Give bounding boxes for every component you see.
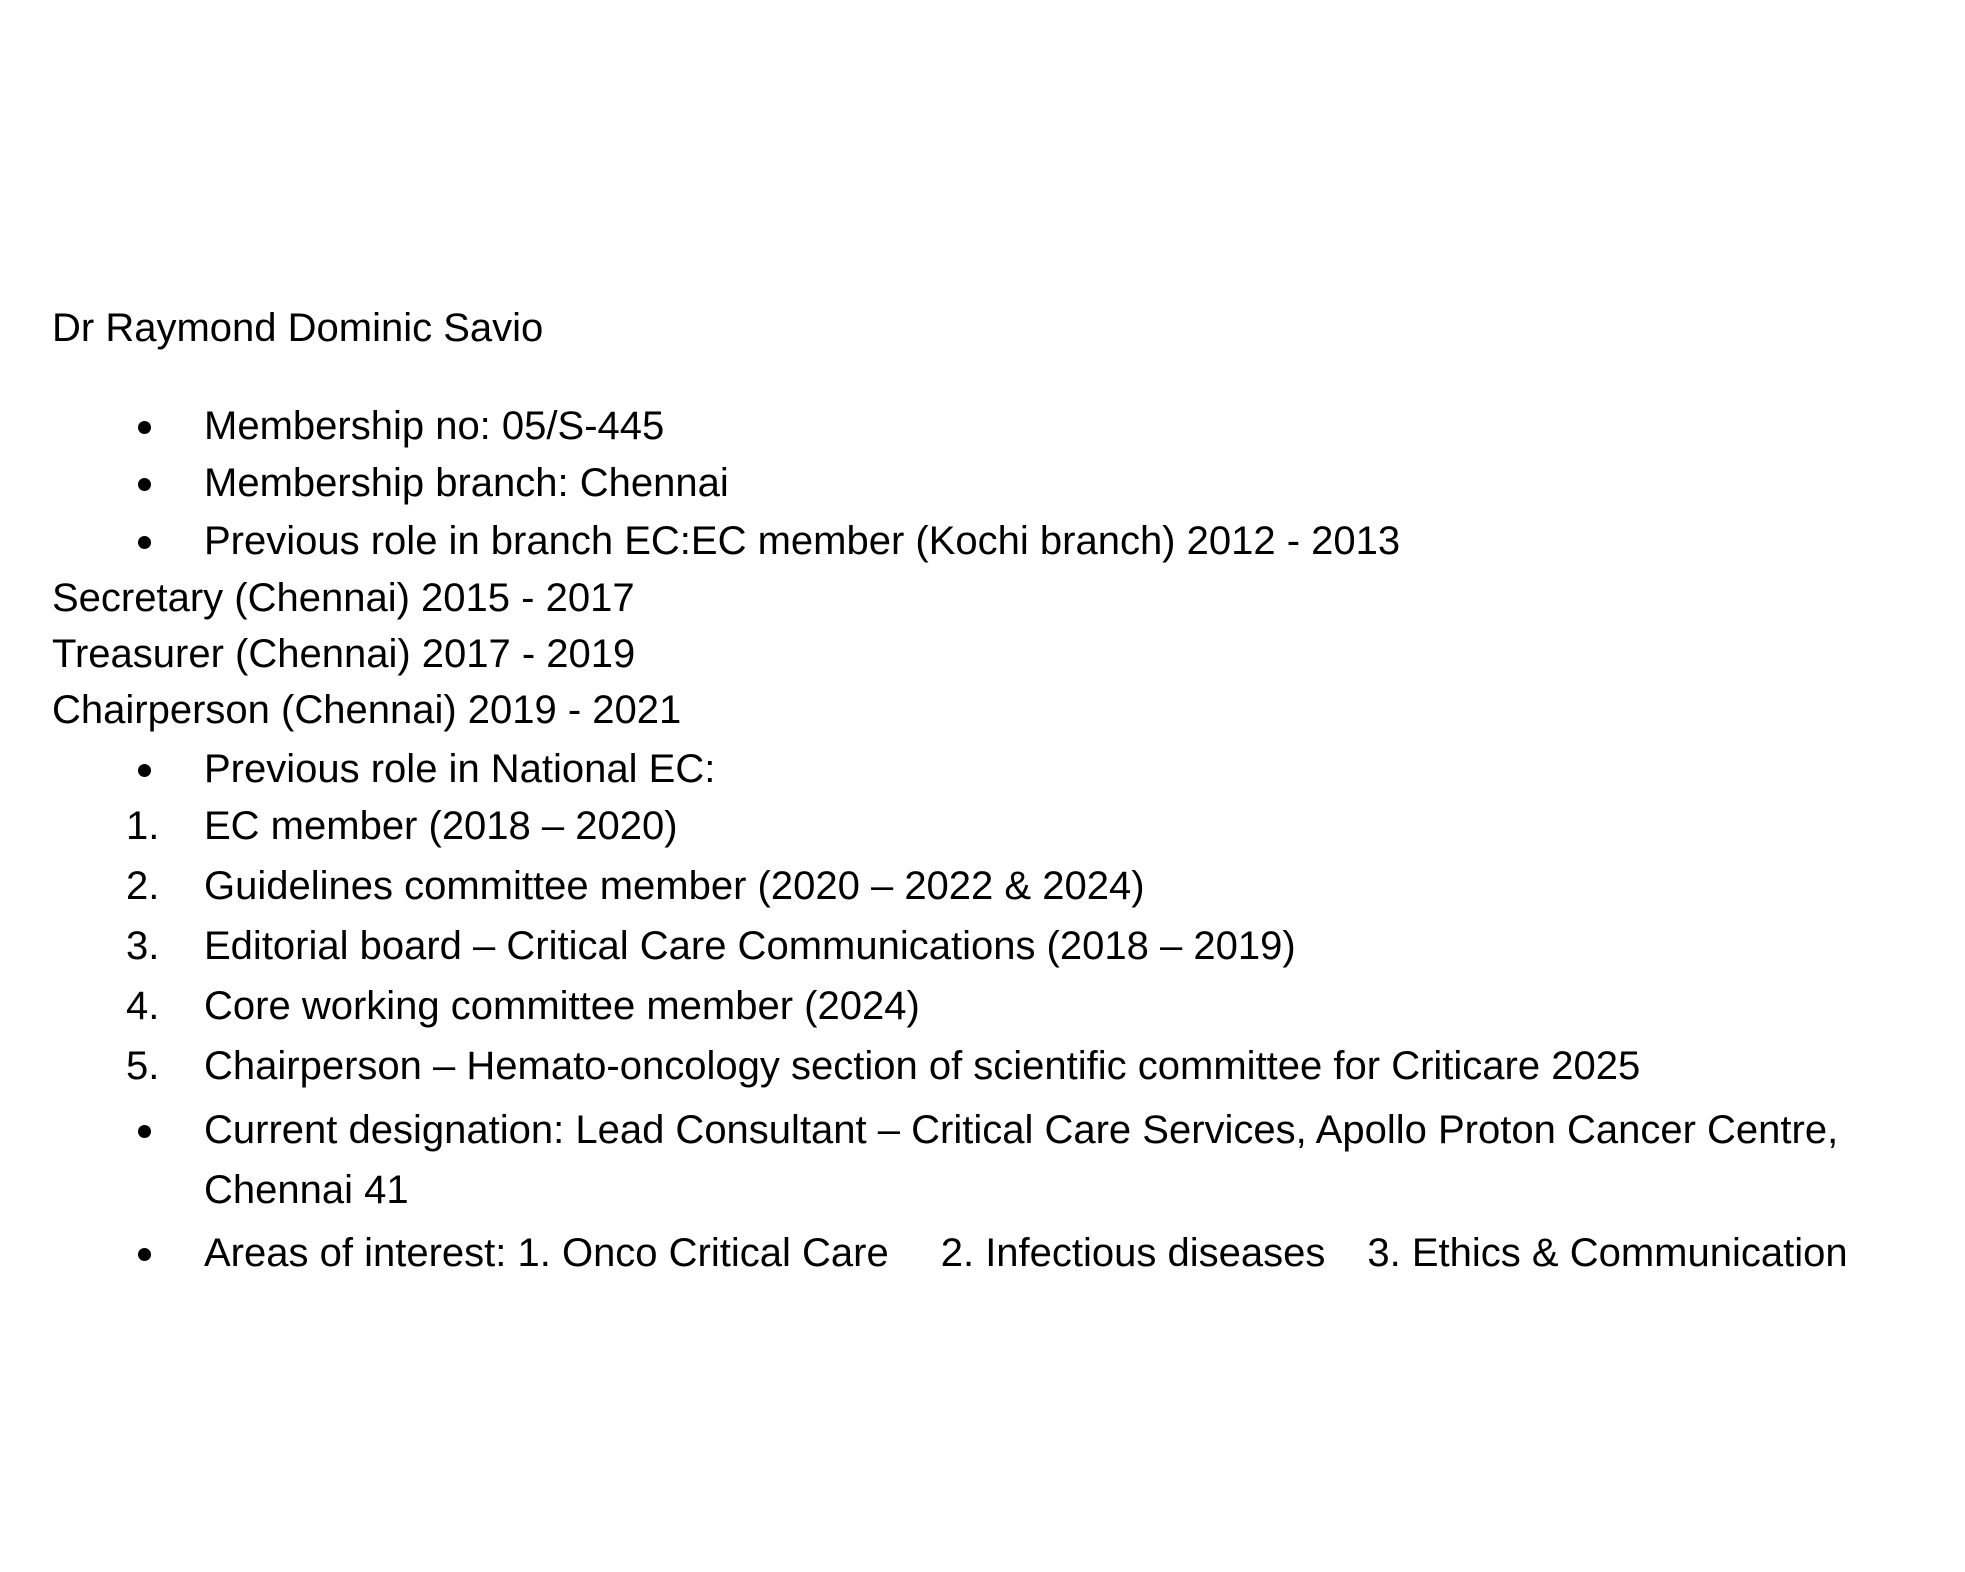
list-text: Chairperson – Hemato-oncology section of scientific committee for Criticare 2025 bbox=[204, 1044, 1641, 1088]
list-text: Guidelines committee member (2020 – 2022 & 2024) bbox=[204, 864, 1145, 908]
designation-line-1: Current designation: Lead Consultant – Critical Care Services, Apollo Proton Cancer Centre, bbox=[204, 1108, 1839, 1152]
areas-item-2: 2. Infectious diseases bbox=[940, 1231, 1326, 1275]
list-text: Editorial board – Critical Care Communications (2018 – 2019) bbox=[204, 924, 1296, 968]
list-number: 4. bbox=[126, 984, 160, 1028]
bullet-icon bbox=[138, 764, 151, 777]
branch-role-secretary: Secretary (Chennai) 2015 - 2017 bbox=[52, 576, 635, 620]
branch-role-treasurer: Treasurer (Chennai) 2017 - 2019 bbox=[52, 632, 636, 676]
bullet-text: Previous role in National EC: bbox=[204, 747, 716, 791]
bullet-text: Membership no: 05/S-445 bbox=[204, 404, 665, 448]
bullet-text: Membership branch: Chennai bbox=[204, 461, 729, 505]
bullet-icon bbox=[138, 1125, 151, 1138]
list-number: 5. bbox=[126, 1044, 160, 1088]
areas-text bbox=[204, 1229, 1848, 1277]
list-number: 2. bbox=[126, 864, 160, 908]
bullet-icon bbox=[138, 536, 151, 549]
bullet-icon bbox=[138, 421, 151, 434]
bullet-icon bbox=[138, 1248, 151, 1261]
bullet-icon bbox=[138, 478, 151, 491]
doctor-name: Dr Raymond Dominic Savio bbox=[52, 306, 544, 350]
branch-role-chairperson: Chairperson (Chennai) 2019 - 2021 bbox=[52, 688, 682, 732]
list-text: EC member (2018 – 2020) bbox=[204, 804, 678, 848]
list-text: Core working committee member (2024) bbox=[204, 984, 920, 1028]
designation-line-2: Chennai 41 bbox=[204, 1168, 409, 1212]
areas-item-3: 3. Ethics & Communication bbox=[1367, 1231, 1848, 1275]
list-number: 3. bbox=[126, 924, 160, 968]
areas-label: Areas of interest: 1. Onco Critical Care bbox=[204, 1231, 889, 1275]
list-number: 1. bbox=[126, 804, 160, 848]
bullet-text: Previous role in branch EC:EC member (Kochi branch) 2012 - 2013 bbox=[204, 519, 1401, 563]
